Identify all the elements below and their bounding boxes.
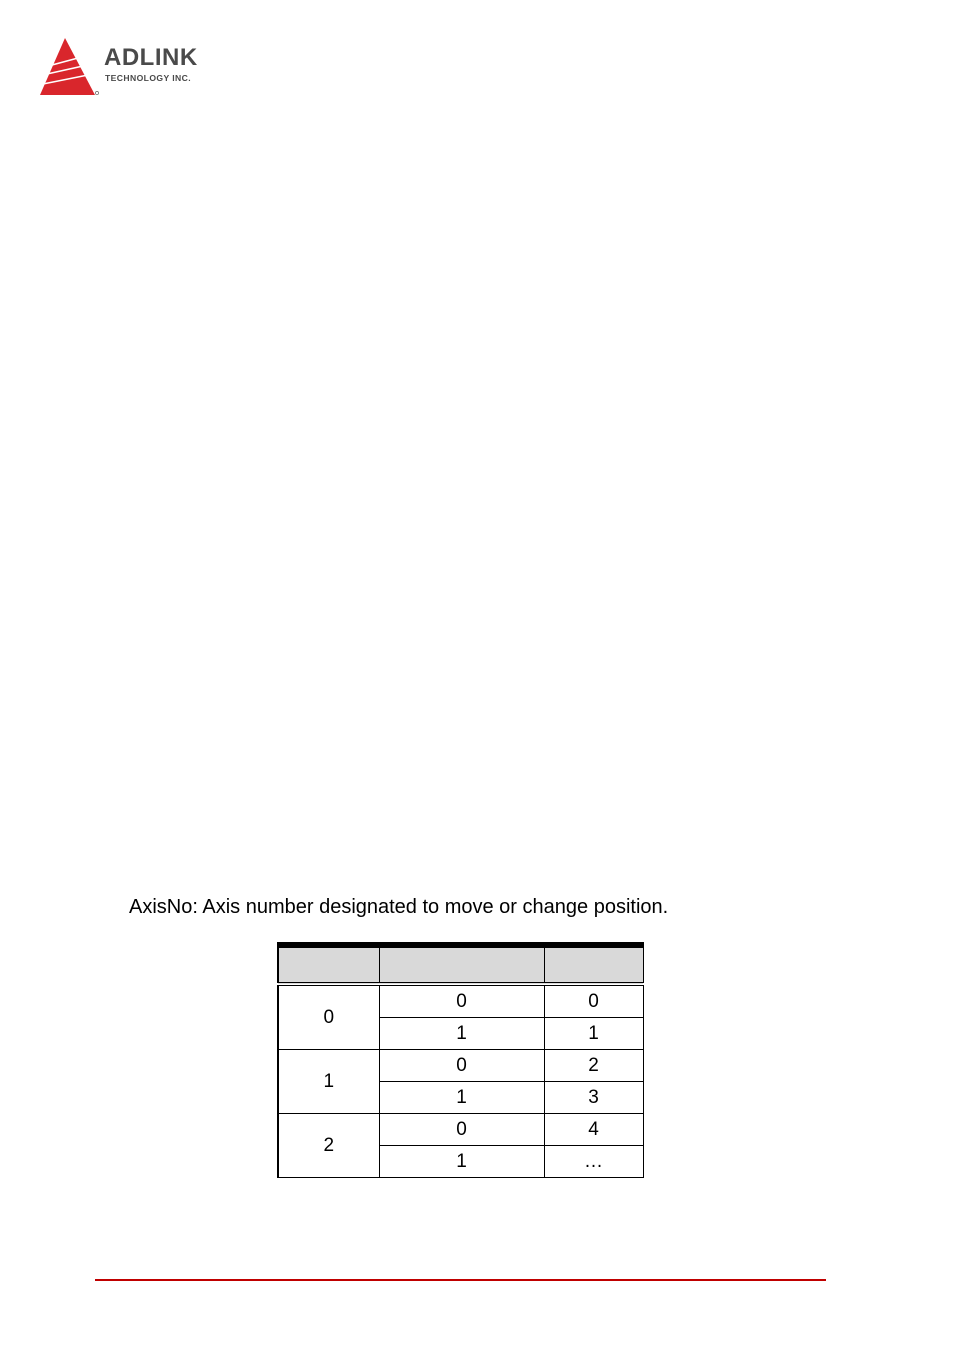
table-header-cell xyxy=(544,945,643,984)
table-group-cell: 1 xyxy=(278,1050,379,1114)
table-cell: 3 xyxy=(544,1082,643,1114)
table-group-cell: 0 xyxy=(278,984,379,1050)
table-row xyxy=(278,1050,643,1082)
table-cell: … xyxy=(544,1146,643,1178)
table-cell: 4 xyxy=(544,1114,643,1146)
table-header-cell xyxy=(379,945,544,984)
table-row xyxy=(278,1114,643,1146)
table-cell: 0 xyxy=(379,1114,544,1146)
table-cell: 0 xyxy=(379,1050,544,1082)
table-cell: 1 xyxy=(544,1018,643,1050)
table-cell: 0 xyxy=(379,984,544,1018)
table-cell: 2 xyxy=(544,1050,643,1082)
table-cell: 1 xyxy=(379,1018,544,1050)
parameter-description: AxisNo: Axis number designated to move or change position. xyxy=(129,896,669,918)
table-row xyxy=(278,984,643,1018)
table-cell: 0 xyxy=(544,984,643,1018)
table-header-row xyxy=(278,945,643,984)
table-group-cell: 2 xyxy=(278,1114,379,1178)
logo-subtitle: TECHNOLOGY INC. xyxy=(105,73,192,83)
table-header-cell xyxy=(278,945,379,984)
adlink-logo xyxy=(38,36,238,100)
adlink-triangle-logo-icon xyxy=(38,36,102,100)
table-cell: 1 xyxy=(379,1146,544,1178)
table-cell: 1 xyxy=(379,1082,544,1114)
logo-wordmark: ADLINK xyxy=(104,44,198,71)
axis-number-table xyxy=(277,942,644,1178)
footer-divider xyxy=(95,1279,826,1281)
